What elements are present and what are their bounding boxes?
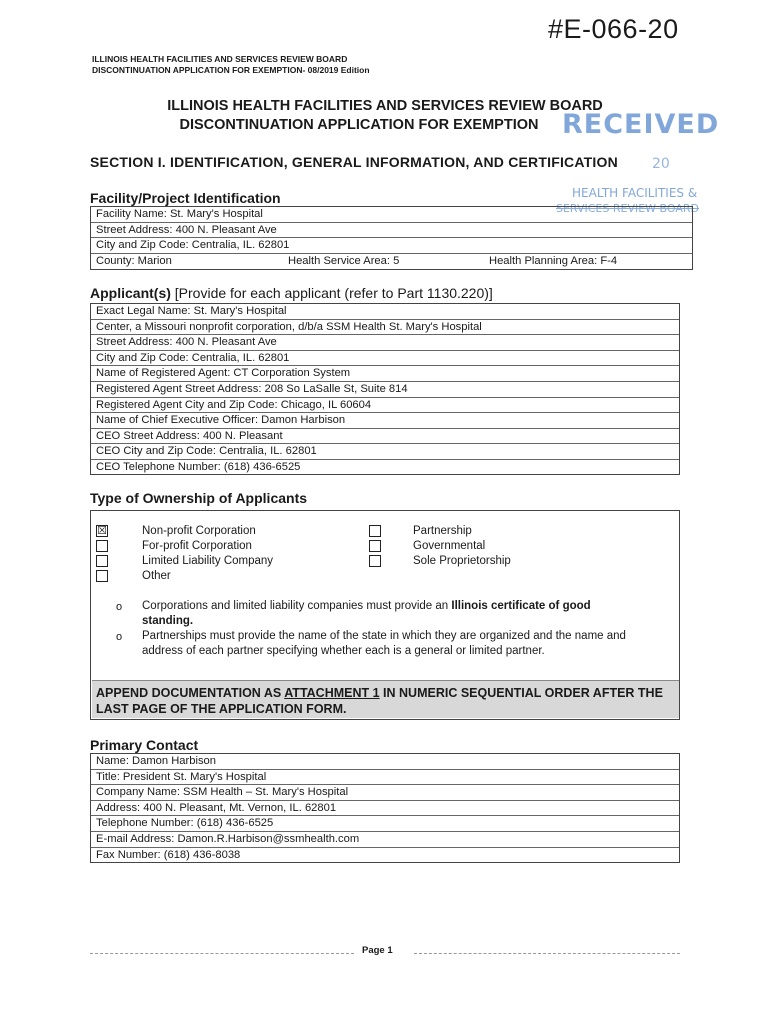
contact-row: Company Name: SSM Health – St. Mary's Hospital bbox=[91, 785, 679, 801]
bullet-2-marker: o bbox=[116, 631, 123, 643]
facility-city-row: City and Zip Code: Centralia, IL. 62801 bbox=[91, 238, 692, 254]
applicant-row: CEO Street Address: 400 N. Pleasant bbox=[91, 429, 679, 445]
facility-hsa: Health Service Area: 5 bbox=[288, 254, 400, 267]
option-llc: Limited Liability Company bbox=[142, 555, 274, 567]
header-line-1: ILLINOIS HEALTH FACILITIES AND SERVICES REVIEW BOARD bbox=[92, 54, 348, 64]
document-number: #E-066-20 bbox=[548, 14, 679, 44]
checkbox-for-profit[interactable] bbox=[96, 540, 108, 552]
bullet-1-text-plain: Corporations and limited liability companies must provide an bbox=[142, 600, 452, 612]
applicant-row: CEO City and Zip Code: Centralia, IL. 62801 bbox=[91, 444, 679, 460]
option-partnership: Partnership bbox=[413, 525, 472, 537]
applicant-row: Registered Agent Street Address: 208 So LaSalle St, Suite 814 bbox=[91, 382, 679, 398]
header-line-2: DISCONTINUATION APPLICATION FOR EXEMPTION- 08/2019 Edition bbox=[92, 65, 370, 75]
contact-table bbox=[90, 753, 680, 863]
contact-row: Name: Damon Harbison bbox=[91, 754, 679, 770]
checkbox-sole-proprietorship[interactable] bbox=[369, 555, 381, 567]
applicant-row: Registered Agent City and Zip Code: Chicago, IL 60604 bbox=[91, 398, 679, 414]
section-title: SECTION I. IDENTIFICATION, GENERAL INFORMATION, AND CERTIFICATION bbox=[90, 154, 618, 170]
checkbox-governmental[interactable] bbox=[369, 540, 381, 552]
bullet-2-text: Partnerships must provide the name of the state in which they are organized and the name and address of each partner specifying whether each is a general or limited partner. bbox=[142, 630, 626, 657]
applicant-table bbox=[90, 303, 680, 475]
facility-county-row bbox=[91, 254, 692, 270]
applicant-heading-label: Applicant(s) bbox=[90, 285, 171, 301]
facility-hpa: Health Planning Area: F-4 bbox=[489, 254, 618, 267]
checkbox-llc[interactable] bbox=[96, 555, 108, 567]
bullet-1-text bbox=[142, 599, 642, 629]
received-stamp-date: 20 bbox=[652, 156, 670, 172]
applicant-heading-note: [Provide for each applicant (refer to Part 1130.220)] bbox=[174, 285, 493, 301]
bullet-1-text-bold: Illinois certificate of good standing. bbox=[142, 600, 591, 627]
contact-row: E-mail Address: Damon.R.Harbison@ssmhealth.com bbox=[91, 832, 679, 848]
received-stamp: RECEIVED bbox=[562, 109, 720, 140]
bullet-1-marker: o bbox=[116, 601, 123, 613]
checkbox-non-profit[interactable]: ☒ bbox=[97, 525, 107, 537]
applicant-row: Name of Chief Executive Officer: Damon Harbison bbox=[91, 413, 679, 429]
footer-divider-right bbox=[414, 953, 680, 954]
page-title-line-2: DISCONTINUATION APPLICATION FOR EXEMPTION bbox=[179, 117, 539, 133]
facility-street-row: Street Address: 400 N. Pleasant Ave bbox=[91, 223, 692, 239]
ownership-heading: Type of Ownership of Applicants bbox=[90, 490, 308, 506]
contact-heading: Primary Contact bbox=[90, 737, 199, 753]
applicant-row: CEO Telephone Number: (618) 436-6525 bbox=[96, 460, 301, 473]
option-non-profit: Non-profit Corporation bbox=[142, 525, 256, 537]
applicant-row: City and Zip Code: Centralia, IL. 62801 bbox=[91, 351, 679, 367]
page-title-line-1: ILLINOIS HEALTH FACILITIES AND SERVICES REVIEW BOARD bbox=[167, 98, 603, 114]
checkbox-other[interactable] bbox=[96, 570, 108, 582]
contact-row: Title: President St. Mary's Hospital bbox=[91, 770, 679, 786]
option-for-profit: For-profit Corporation bbox=[142, 540, 252, 552]
append-text-2: IN NUMERIC SEQUENTIAL ORDER AFTER THE LAST PAGE OF THE APPLICATION FORM. bbox=[96, 686, 663, 716]
footer-divider-left bbox=[90, 953, 354, 954]
page-number: Page 1 bbox=[362, 945, 393, 956]
applicant-heading bbox=[90, 285, 493, 301]
option-governmental: Governmental bbox=[413, 540, 486, 552]
facility-heading: Facility/Project Identification bbox=[90, 190, 281, 206]
applicant-row: Name of Registered Agent: CT Corporation System bbox=[91, 366, 679, 382]
received-stamp-org-2: SERVICES REVIEW BOARD bbox=[556, 202, 699, 215]
checkbox-partnership[interactable] bbox=[369, 525, 381, 537]
option-other: Other bbox=[142, 570, 171, 582]
contact-row: Fax Number: (618) 436-8038 bbox=[96, 848, 241, 861]
append-text-1: APPEND DOCUMENTATION AS bbox=[96, 686, 285, 700]
contact-row: Address: 400 N. Pleasant, Mt. Vernon, IL. 62801 bbox=[91, 801, 679, 817]
applicant-row: Street Address: 400 N. Pleasant Ave bbox=[91, 335, 679, 351]
received-stamp-org-1: HEALTH FACILITIES & bbox=[572, 186, 698, 200]
facility-county: County: Marion bbox=[96, 254, 172, 267]
append-documentation-banner bbox=[92, 680, 679, 718]
attachment-1-link[interactable]: ATTACHMENT 1 bbox=[284, 686, 380, 700]
applicant-row: Center, a Missouri nonprofit corporation, d/b/a SSM Health St. Mary's Hospital bbox=[91, 320, 679, 336]
option-sole-proprietorship: Sole Proprietorship bbox=[413, 555, 511, 567]
facility-table bbox=[90, 206, 693, 270]
facility-name-row: Facility Name: St. Mary's Hospital bbox=[91, 207, 692, 223]
applicant-row: Exact Legal Name: St. Mary's Hospital bbox=[91, 304, 679, 320]
contact-row: Telephone Number: (618) 436-6525 bbox=[91, 816, 679, 832]
